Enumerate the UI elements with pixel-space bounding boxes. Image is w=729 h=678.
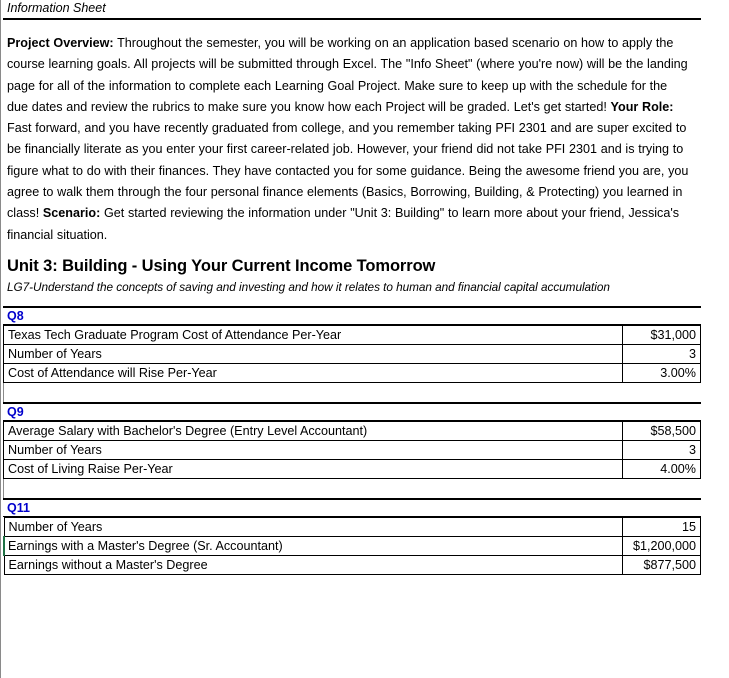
question-block-gap — [3, 383, 701, 402]
heading-spacer — [3, 296, 701, 306]
scenario-label: Scenario: — [42, 206, 101, 221]
question-block-q8 — [3, 306, 701, 383]
unit-title: Unit 3: Building - Using Your Current Income Tomorrow — [7, 256, 436, 275]
question-table-q8 — [3, 325, 701, 383]
question-block-q9 — [3, 402, 701, 479]
project-overview-body-1: Throughout the semester, you will be working on an application based scenario on how to apply the course learning goals. All projects will be submitted through Excel. The "Info Sheet" (where you're now) will be the landing page for all of the information to complete each Learning Goal Project. Make sure to keep up with the schedule for the due dates and review the rubrics to make sure you know how each Project will be graded. Let's get started! — [7, 36, 688, 114]
project-overview-label: Project Overview: — [7, 36, 114, 50]
row-label-cell[interactable]: Number of Years — [4, 440, 623, 459]
row-value-cell[interactable]: 15 — [623, 517, 701, 536]
table-row — [4, 344, 701, 363]
row-value-cell[interactable]: 3.00% — [623, 363, 701, 382]
project-overview-block — [3, 20, 701, 256]
row-label-cell[interactable]: Earnings without a Master's Degree — [4, 555, 623, 574]
question-blocks — [3, 306, 698, 575]
row-label-cell[interactable]: Cost of Living Raise Per-Year — [4, 459, 623, 478]
question-table-q9 — [3, 421, 701, 479]
row-value-cell[interactable]: 4.00% — [623, 459, 701, 478]
question-table-q11 — [3, 517, 701, 575]
sheet-title: Information Sheet — [7, 1, 106, 15]
table-row — [4, 536, 701, 555]
table-row — [4, 555, 701, 574]
row-label-cell[interactable]: Texas Tech Graduate Program Cost of Attendance Per-Year — [4, 325, 623, 344]
scenario-body: Get started reviewing the information under "Unit 3: Building" to learn more about your friend, Jessica's financial situation. — [7, 206, 680, 242]
row-label-cell[interactable]: Number of Years — [4, 517, 623, 536]
table-row — [4, 517, 701, 536]
row-label-cell[interactable]: Number of Years — [4, 344, 623, 363]
table-row — [4, 459, 701, 478]
question-label-q11[interactable]: Q11 — [3, 500, 701, 517]
row-label-cell[interactable]: Cost of Attendance will Rise Per-Year — [4, 363, 623, 382]
unit-heading-block — [3, 256, 701, 296]
your-role-body: Fast forward, and you have recently graduated from college, and you remember taking PFI 2301 and are super excited to be financially literate as you enter your first career-related job. However, your friend did not take PFI 2301 and is trying to figure what to do with their finances. They have contacted you for some guidance. Being the awesome friend you are, you agree to walk them through the four personal finance elements (Basics, Borrowing, Building, & Protecting) you learned in class! — [7, 121, 689, 221]
table-row — [4, 440, 701, 459]
table-row — [4, 421, 701, 440]
row-value-cell[interactable]: $31,000 — [623, 325, 701, 344]
question-label-q9[interactable]: Q9 — [3, 404, 701, 421]
row-label-cell[interactable]: Average Salary with Bachelor's Degree (Entry Level Accountant) — [4, 421, 623, 440]
question-block-gap — [3, 479, 701, 498]
table-row — [4, 325, 701, 344]
project-overview-text — [7, 33, 689, 246]
unit-learning-goal: LG7-Understand the concepts of saving and investing and how it relates to human and financial capital accumulation — [7, 279, 610, 294]
row-value-cell[interactable]: 3 — [623, 440, 701, 459]
row-value-cell[interactable]: $1,200,000 — [623, 536, 701, 555]
your-role-label: Your Role: — [610, 99, 674, 114]
question-block-q11 — [3, 498, 701, 575]
question-label-q8[interactable]: Q8 — [3, 308, 701, 325]
table-row — [4, 363, 701, 382]
row-value-cell[interactable]: 3 — [623, 344, 701, 363]
row-value-cell[interactable]: $877,500 — [623, 555, 701, 574]
row-value-cell[interactable]: $58,500 — [623, 421, 701, 440]
row-label-cell[interactable]: Earnings with a Master's Degree (Sr. Accountant) — [4, 536, 623, 555]
